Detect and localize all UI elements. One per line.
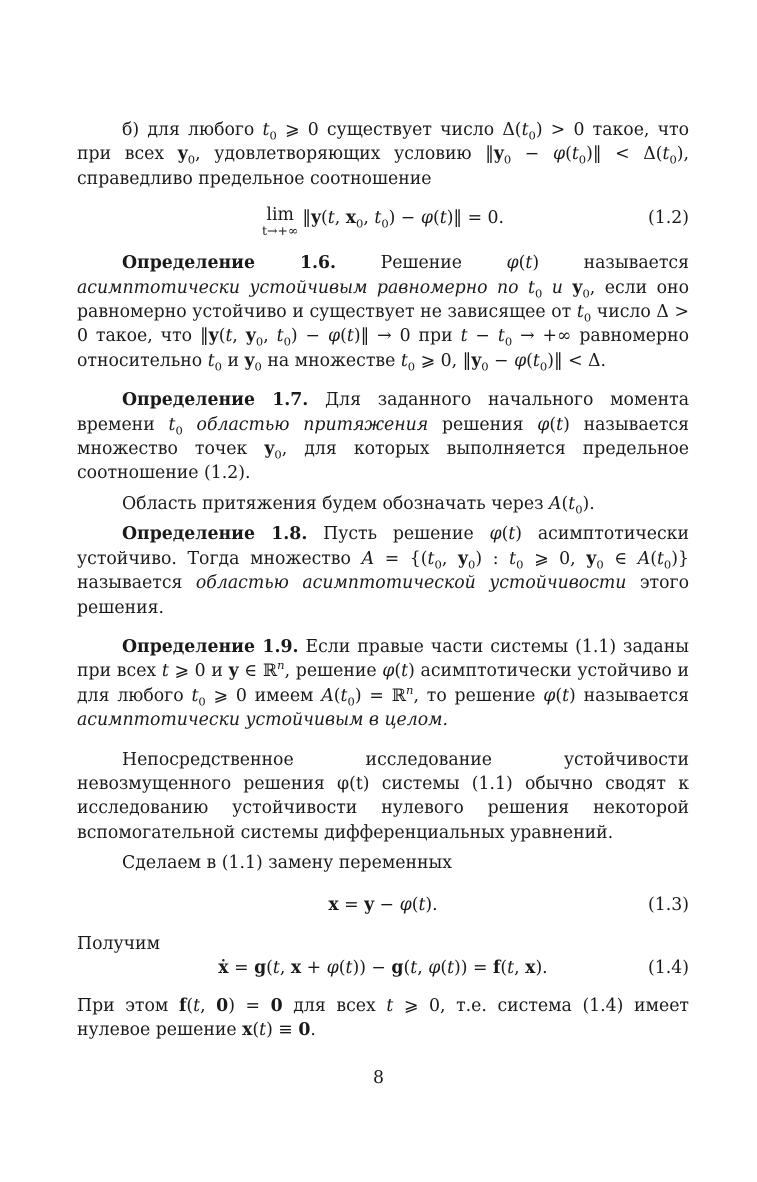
- equation-number: (1.2): [648, 208, 689, 229]
- paragraph-condition-b: б) для любого $t_0$ ⩾ 0 существует число $\Delta(t_0) > 0$ такое, что при всех $y_0$, удовлетворяющих условию $‖y_0$ − $\varphi(t_0)‖ < \Delta(t_0)$, справедливо предельное соотношение: [77, 120, 690, 189]
- equation-number: (1.3): [648, 894, 689, 915]
- definition-1-7: Определение 1.7. Для заданного начального момента времени $t_0$ областью притяжения решения φ(t) называется множество точек $y_0$, для которых выполняется предельное соотношение (1.2).: [77, 390, 690, 484]
- obtain-label: Получим: [77, 933, 161, 954]
- equation-1-4-block: [77, 932, 689, 984]
- definition-1-9: Определение 1.9. Если правые части системы (1.1) заданы при всех t ⩾ 0 и y ∈ ℝ$^n$, решение φ(t) асимптотически устойчиво и для любого $t_0$ ⩾ 0 имеем $A(t_0)$ = ℝ$^n$, то решение φ(t) называется асимптотически устойчивым в целом.: [77, 636, 689, 731]
- equation-1-3: x = y − φ(t). (1.3): [77, 890, 689, 920]
- definition-title: Определение 1.6.: [122, 253, 337, 274]
- equation-number: (1.4): [648, 957, 689, 978]
- definition-title: Определение 1.8.: [122, 524, 308, 545]
- definition-title: Определение 1.9.: [122, 636, 299, 657]
- page-body: [77, 118, 689, 1042]
- paragraph-direct-study: Непосредственное исследование устойчивости невозмущенного решения φ(t) системы (1.1) обычно сводят к исследованию устойчивости нулевого решения некоторой вспомогательной системы дифференциальных уравнений.: [77, 749, 689, 843]
- equation-1-2: lim t→+∞ ‖y(t, $x_0$, $t_0$) − φ(t)‖ = 0. (1.2): [261, 205, 689, 239]
- attraction-note: Область притяжения будем обозначать через $A(t_0)$.: [122, 493, 595, 517]
- page-number: 8: [373, 1068, 384, 1088]
- paragraph-final: При этом f(t, 0) = 0 для всех t ⩾ 0, т.е. система (1.4) имеет нулевое решение x(t) ≡ 0.: [77, 995, 689, 1040]
- definition-1-6: Определение 1.6. Решение φ(t) называется асимптотически устойчивым равномерно по $t_0$ и $y_0$, если оно равномерно устойчиво и существует не зависящее от $t_0$ число Δ > 0 такое, что ‖y(t, $y_0$, $t_0$) − φ(t)‖ → 0 при $t - t_0$ → +∞ равномерно относительно $t_0$ и $y_0$ на множестве $t_0$ ⩾ 0, $‖y_0$ − $\varphi(t_0)‖ < \Delta$.: [77, 253, 689, 374]
- definition-1-8: Определение 1.8. Пусть решение φ(t) асимптотически устойчиво. Тогда множество $A = \{(t_0$, $y_0$) : $t_0$ ⩾ 0, $y_0$ ∈ $A(t_0)$} называется областью асимптотической устойчивости этого решения.: [77, 524, 689, 618]
- definition-title: Определение 1.7.: [122, 390, 309, 411]
- paragraph-substitution: Сделаем в (1.1) замену переменных: [122, 853, 453, 874]
- limit-operator: lim t→+∞: [261, 205, 299, 239]
- equation-1-4: ẋ = g(t, x + φ(t)) − g(t, φ(t)) = f(t, x).: [218, 957, 548, 978]
